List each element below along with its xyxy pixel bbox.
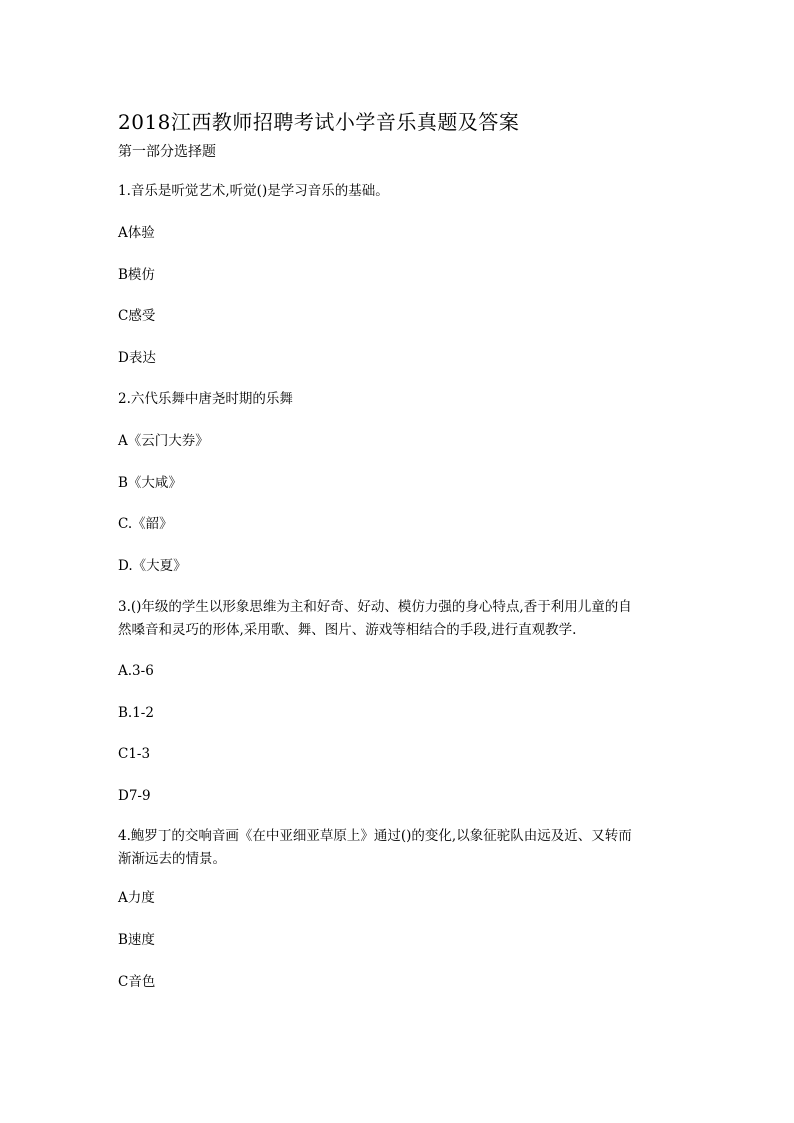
question-4-stem xyxy=(118,825,678,871)
question-1-stem: 1.音乐是听觉艺术,听觉()是学习音乐的基础。 xyxy=(118,183,389,199)
question-3-option-a: A.3-6 xyxy=(118,663,154,679)
document-title: 2018江西教师招聘考试小学音乐真题及答案 xyxy=(118,110,520,134)
question-3-option-d: D7-9 xyxy=(118,788,151,804)
section-heading: 第一部分选择题 xyxy=(118,144,216,160)
question-3-stem-line-2: 然嗓音和灵巧的形体,采用歌、舞、图片、游戏等相结合的手段,进行直观教学. xyxy=(118,622,577,638)
question-4-option-a: A力度 xyxy=(118,890,155,906)
question-1-option-d: D表达 xyxy=(118,350,156,366)
question-4-option-b: B速度 xyxy=(118,932,155,948)
question-2-option-a: A《云门大券》 xyxy=(118,433,209,449)
question-4-stem-line-2: 渐渐远去的情景。 xyxy=(118,851,226,867)
question-4-stem-line-1: 4.鲍罗丁的交响音画《在中亚细亚草原上》通过()的变化,以象征驼队由远及近、又转而 xyxy=(118,828,632,844)
question-4-option-c: C音色 xyxy=(118,974,156,990)
question-1-option-a: A体验 xyxy=(118,225,155,241)
question-2-option-c: C.《韶》 xyxy=(118,516,173,532)
question-3-stem-line-1: 3.()年级的学生以形象思维为主和好奇、好动、模仿力强的身心特点,香于利用儿童的自 xyxy=(118,599,632,615)
question-1-option-c: C感受 xyxy=(118,308,156,324)
question-3-option-c: C1-3 xyxy=(118,746,151,762)
question-3-stem xyxy=(118,596,678,642)
question-2-option-d: D.《大夏》 xyxy=(118,558,187,574)
question-2-stem: 2.六代乐舞中唐尧时期的乐舞 xyxy=(118,391,293,407)
question-3-option-b: B.1-2 xyxy=(118,705,154,721)
question-1-option-b: B模仿 xyxy=(118,267,155,283)
question-2-option-b: B《大咸》 xyxy=(118,475,182,491)
